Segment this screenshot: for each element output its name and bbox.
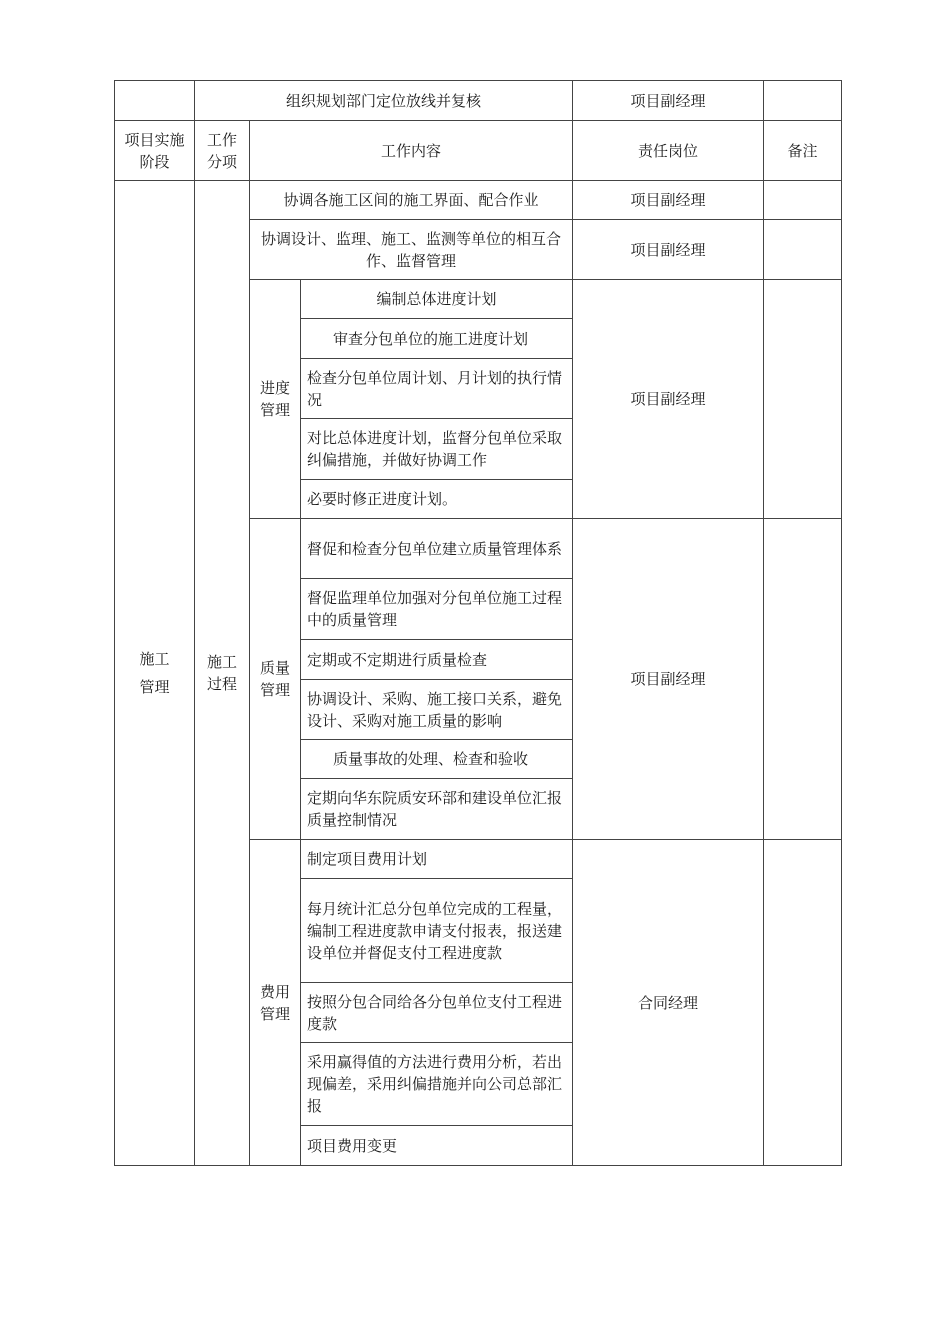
work-content-cell: 必要时修正进度计划。 xyxy=(301,480,573,519)
quality-label-cell: 质量管理 xyxy=(250,519,301,840)
work-content-cell: 组织规划部门定位放线并复核 xyxy=(195,81,573,121)
remark-cell xyxy=(764,840,842,1166)
remark-cell xyxy=(764,220,842,280)
cost-label-cell: 费用管理 xyxy=(250,840,301,1166)
header-position: 责任岗位 xyxy=(573,121,764,181)
position-cell: 项目副经理 xyxy=(573,81,764,121)
table-row xyxy=(115,81,842,121)
work-content-cell: 每月统计汇总分包单位完成的工程量，编制工程进度款申请支付报表，报送建设单位并督促支付工程进度款 xyxy=(301,879,573,983)
work-content-cell: 协调各施工区间的施工界面、配合作业 xyxy=(250,181,573,220)
remark-cell xyxy=(764,81,842,121)
position-cell: 合同经理 xyxy=(573,840,764,1166)
work-content-cell: 质量事故的处理、检查和验收 xyxy=(301,740,573,779)
work-content-cell: 检查分包单位周计划、月计划的执行情况 xyxy=(301,359,573,419)
item-cell: 施工过程 xyxy=(195,181,250,1166)
remark-cell xyxy=(764,181,842,220)
work-content-cell: 定期或不定期进行质量检查 xyxy=(301,640,573,680)
work-content-cell: 采用赢得值的方法进行费用分析，若出现偏差，采用纠偏措施并向公司总部汇报 xyxy=(301,1043,573,1126)
work-content-cell: 按照分包合同给各分包单位支付工程进度款 xyxy=(301,983,573,1043)
header-phase: 项目实施阶段 xyxy=(115,121,195,181)
work-content-cell: 协调设计、监理、施工、监测等单位的相互合作、监督管理 xyxy=(250,220,573,280)
remark-cell xyxy=(764,519,842,840)
schedule-label-cell: 进度管理 xyxy=(250,280,301,519)
remark-cell xyxy=(764,280,842,519)
work-content-cell: 审查分包单位的施工进度计划 xyxy=(301,319,573,359)
work-content-cell: 督促和检查分包单位建立质量管理体系 xyxy=(301,519,573,579)
position-cell: 项目副经理 xyxy=(573,519,764,840)
position-cell: 项目副经理 xyxy=(573,280,764,519)
table-header-row xyxy=(115,121,842,181)
work-content-cell: 对比总体进度计划，监督分包单位采取纠偏措施，并做好协调工作 xyxy=(301,419,573,480)
position-cell: 项目副经理 xyxy=(573,181,764,220)
work-content-cell: 制定项目费用计划 xyxy=(301,840,573,879)
work-content-cell: 定期向华东院质安环部和建设单位汇报质量控制情况 xyxy=(301,779,573,840)
header-item: 工作分项 xyxy=(195,121,250,181)
empty-cell xyxy=(115,81,195,121)
work-content-cell: 督促监理单位加强对分包单位施工过程中的质量管理 xyxy=(301,579,573,640)
work-content-cell: 项目费用变更 xyxy=(301,1126,573,1166)
position-cell: 项目副经理 xyxy=(573,220,764,280)
phase-cell: 施工管理 xyxy=(115,181,195,1166)
work-responsibility-table xyxy=(114,80,842,1166)
work-content-cell: 协调设计、采购、施工接口关系，避免设计、采购对施工质量的影响 xyxy=(301,680,573,740)
table-row xyxy=(115,181,842,220)
header-content: 工作内容 xyxy=(250,121,573,181)
header-remark: 备注 xyxy=(764,121,842,181)
work-content-cell: 编制总体进度计划 xyxy=(301,280,573,319)
